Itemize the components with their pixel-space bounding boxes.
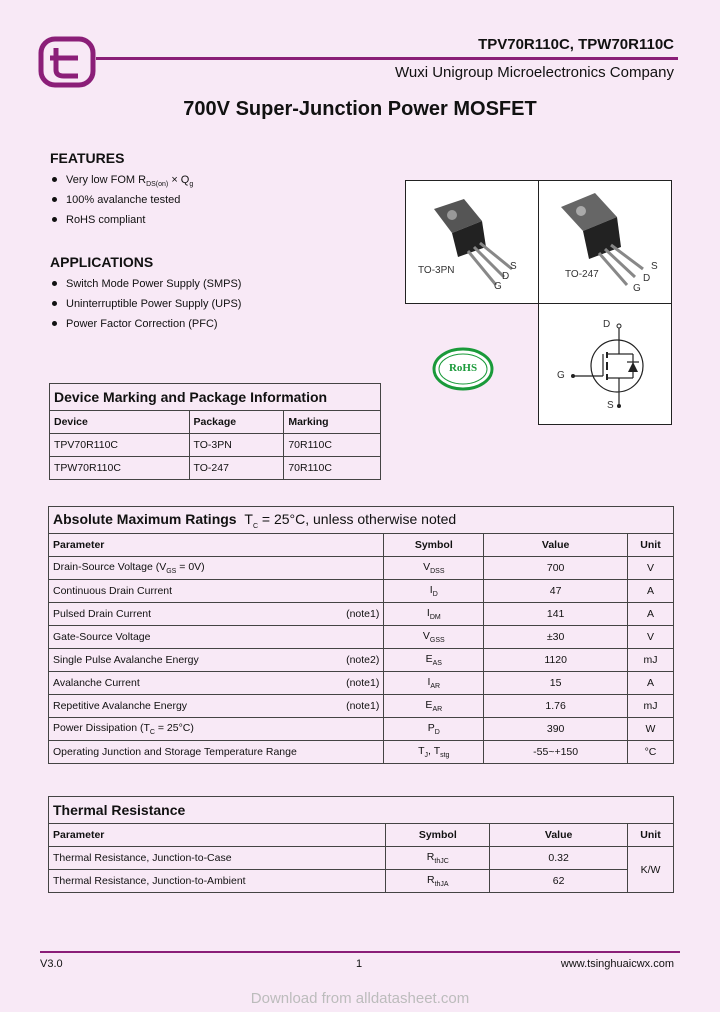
col-header: Parameter [49,824,386,847]
absolute-max-ratings-table [48,506,674,764]
symbol-cell: $I_{AR}$ [384,672,484,695]
param-cell: Power Dissipation $(T_C = 25^\circ C)$ [49,718,384,741]
footer-page-number: 1 [356,958,363,970]
col-header: Value [490,824,628,847]
param-cell: Avalanche Current (note1) [49,672,384,695]
features-list [50,170,193,230]
symbol-drain-label: D [603,319,611,330]
col-header: Symbol [386,824,490,847]
table-row [49,580,674,603]
device-marking-table [49,383,381,480]
table-row: Thermal Resistance, Junction-to-Ambient $R_{thJA}$ 62 [49,870,674,893]
to3pn-label: TO-3PN [418,265,455,276]
param-cell: Single Pulse Avalanche Energy (note2) [49,649,384,672]
table-row [49,695,674,718]
param-cell: Pulsed Drain Current (note1) [49,603,384,626]
param-cell: Drain-Source Voltage $(V_{GS} = 0V)$ [49,557,384,580]
mosfet-symbol-box [538,303,672,425]
part-numbers: TPV70R110C, TPW70R110C [478,36,674,53]
col-header: Value [484,534,628,557]
symbol-cell: $I_{DM}$ [384,603,484,626]
company-logo [38,36,96,88]
table-row [49,649,674,672]
feature-item: Very low FOM $R_{DS(on)} \times Q_g$ [50,170,193,190]
param-cell: Repetitive Avalanche Energy (note1) [49,695,384,718]
symbol-cell: $E_{AR}$ [384,695,484,718]
col-header: Marking [284,411,381,434]
unit-cell: A [628,672,674,695]
to3pn-d: D [502,271,510,282]
symbol-cell: $I_D$ [384,580,484,603]
table-row [49,603,674,626]
company-name: Wuxi Unigroup Microelectronics Company [395,64,674,81]
symbol-source-label: S [607,400,614,411]
thermal-title: Thermal Resistance [49,797,674,824]
col-header: Unit [628,824,674,847]
table-row [49,718,674,741]
col-header: Unit [628,534,674,557]
to3pn-s: S [510,261,517,272]
footer-version: V3.0 [40,958,63,970]
unit-cell: °C [628,741,674,764]
features-heading: FEATURES [50,150,125,166]
value-cell: 390 [484,718,628,741]
page-title: 700V Super-Junction Power MOSFET [183,98,537,120]
to3pn-package-box [405,180,539,304]
unit-cell: mJ [628,649,674,672]
unit-cell: A [628,580,674,603]
value-cell: ±30 [484,626,628,649]
symbol-cell: $E_{AS}$ [384,649,484,672]
watermark: Download from alldatasheet.com [250,990,470,1007]
value-cell: 1120 [484,649,628,672]
unit-cell: A [628,603,674,626]
value-cell: 15 [484,672,628,695]
to247-label: TO-247 [565,269,599,280]
thermal-resistance-table [48,796,674,893]
unit-cell: W [628,718,674,741]
value-cell: 1.76 [484,695,628,718]
header-rule [96,57,678,60]
param-cell: Operating Junction and Storage Temperature Range [49,741,384,764]
marking-table-title: Device Marking and Package Information [50,384,381,411]
applications-list [50,274,241,334]
footer-rule [40,951,680,953]
rohs-text: RoHS [448,362,478,374]
table-row [49,557,674,580]
application-item: Uninterruptible Power Supply (UPS) [50,294,241,314]
table-row: TPV70R110C TO-3PN 70R110C [50,434,381,457]
table-row: Thermal Resistance, Junction-to-Case $R_{thJC}$ 0.32 K/W [49,847,674,870]
table-row: TPW70R110C TO-247 70R110C [50,457,381,480]
symbol-cell: $T_J$, $T_{stg}$ [384,741,484,764]
col-header: Device [50,411,190,434]
value-cell: 47 [484,580,628,603]
to3pn-package-icon [406,181,538,303]
table-row [49,626,674,649]
unit-cell: V [628,557,674,580]
table-row [49,672,674,695]
value-cell: 141 [484,603,628,626]
col-header: Parameter [49,534,384,557]
application-item: Switch Mode Power Supply (SMPS) [50,274,241,294]
thermal-unit: K/W [628,847,674,893]
symbol-cell: $V_{GSS}$ [384,626,484,649]
application-item: Power Factor Correction (PFC) [50,314,241,334]
to247-package-icon [539,181,671,303]
symbol-gate-label: G [557,370,565,381]
param-cell: Continuous Drain Current [49,580,384,603]
to3pn-g: G [494,281,502,292]
feature-item: RoHS compliant [50,210,193,230]
abs-max-title: Absolute Maximum Ratings $T_C = 25^\circ C$, unless otherwise noted [49,507,674,534]
unit-cell: V [628,626,674,649]
to247-g: G [633,283,641,294]
col-header: Symbol [384,534,484,557]
value-cell: 700 [484,557,628,580]
unit-cell: mJ [628,695,674,718]
to247-d: D [643,273,651,284]
feature-item: 100% avalanche tested [50,190,193,210]
table-row [49,741,674,764]
value-cell: -55~+150 [484,741,628,764]
col-header: Package [189,411,284,434]
param-cell: Gate-Source Voltage [49,626,384,649]
applications-heading: APPLICATIONS [50,254,154,270]
symbol-cell: $V_{DSS}$ [384,557,484,580]
symbol-cell: $P_D$ [384,718,484,741]
to247-package-box [538,180,672,304]
footer-website[interactable]: www.tsinghuaicwx.com [560,958,674,970]
to247-s: S [651,261,658,272]
